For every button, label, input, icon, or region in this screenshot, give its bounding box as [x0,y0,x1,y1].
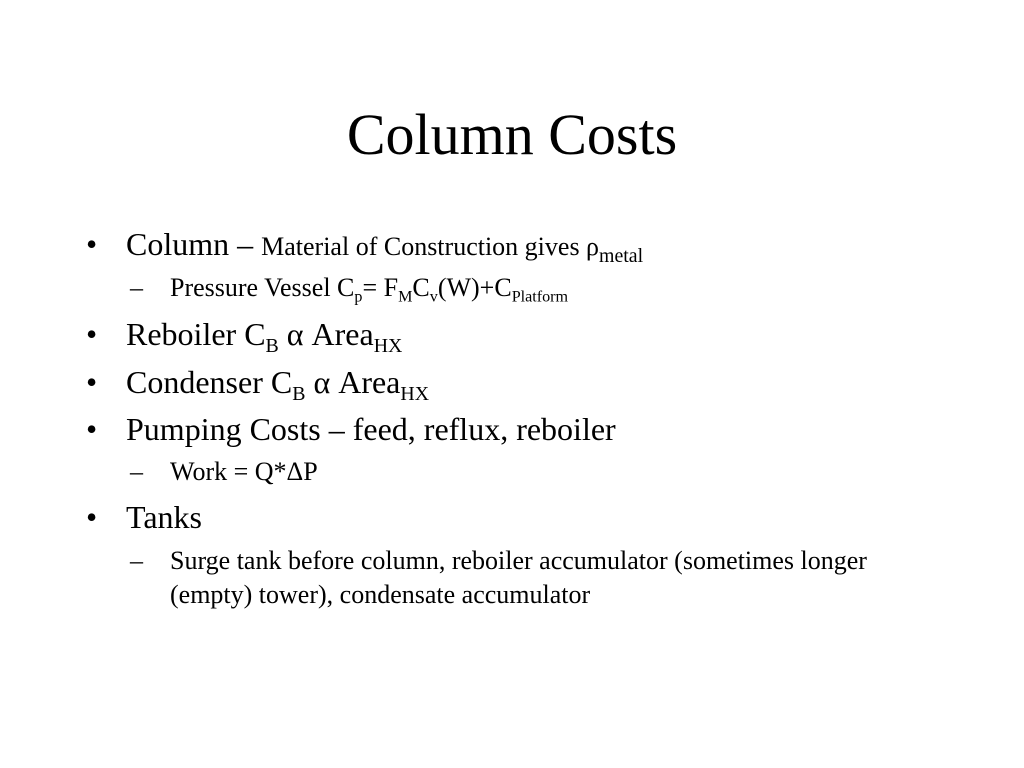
reboiler-text: Reboiler $C_B$ α Area$_{HX}$ [126,316,403,357]
dash-marker: – [130,273,143,302]
pumping-costs-text: Pumping Costs – feed, reflux, reboiler [126,411,616,447]
bullet-column-text: Column – Material of Construction gives $\rho_{metal}$ [126,226,644,267]
bullet-marker: • [86,499,98,535]
dash-marker: – [130,457,143,486]
slide-title: Column Costs [346,102,678,167]
bullet-marker: • [86,226,98,262]
tanks-text: Tanks [126,499,202,535]
work-text: Work = Q*ΔP [170,457,318,486]
bullet-marker: • [86,364,98,400]
pressure-vessel-text: Pressure Vessel $C_p= F_MC_v(W)+C_{Platform}$ [170,273,569,306]
dash-marker: – [130,546,143,575]
condenser-text: Condenser $C_B$ α Area$_{HX}$ [126,364,430,405]
bullet-marker: • [86,316,98,352]
bullet-marker: • [86,411,98,447]
surge-tank-text: Surge tank before column, reboiler accumulator (sometimes longer (empty) tower), condensate accumulator [170,546,867,609]
